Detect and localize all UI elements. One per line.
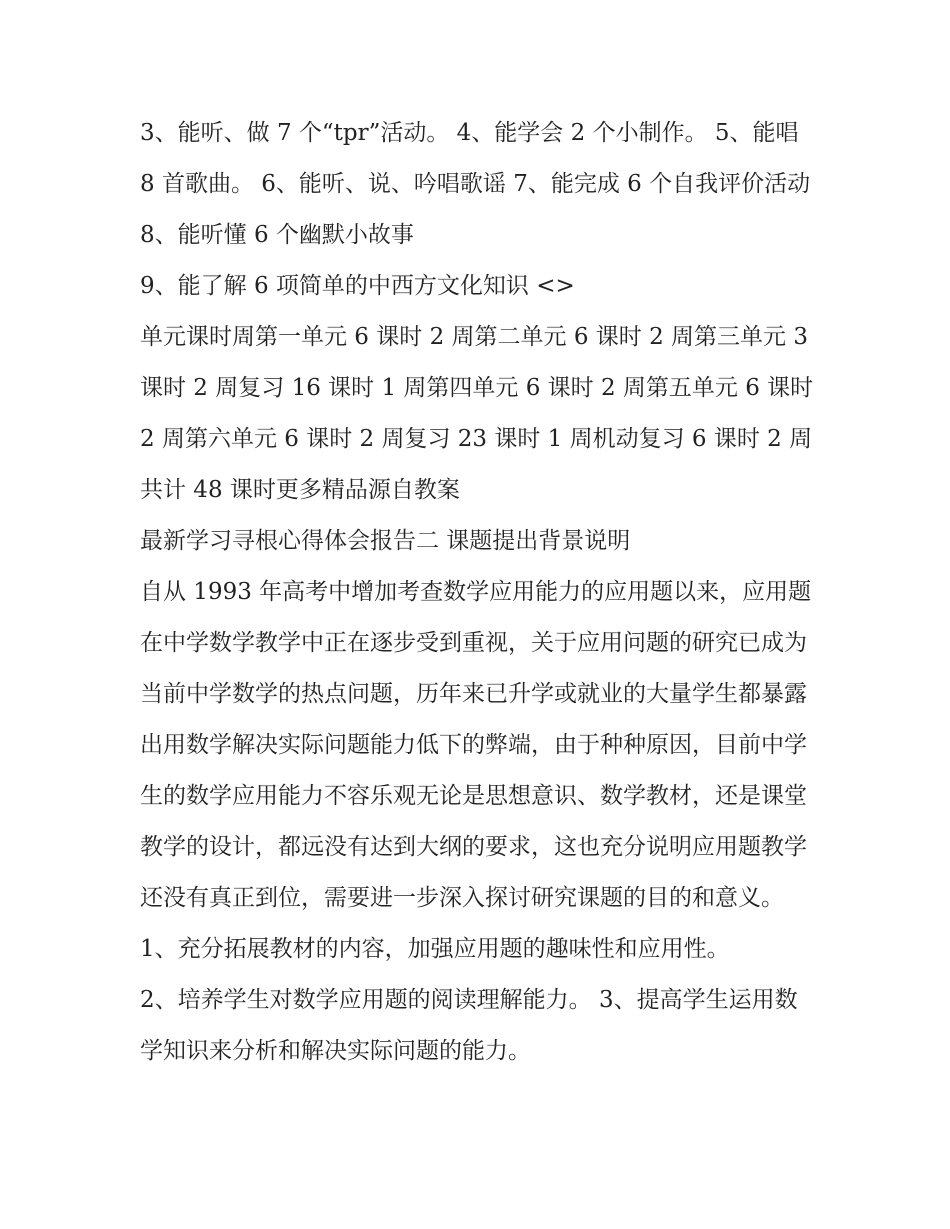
paragraph-schedule: 单元课时周第一单元 6 课时 2 周第二单元 6 课时 2 周第三单元 3 课时 2 周复习 16 课时 1 周第四单元 6 课时 2 周第五单元 6 课时 2 周第六单元 6 课时 2 周复习 23 课时 1 周机动复习 6 课时 2 周共计 48 课时更多精品源自教案	[140, 324, 814, 503]
document-body	[140, 108, 820, 1077]
paragraph-goal-2-3: 2、培养学生对数学应用题的阅读理解能力。 3、提高学生运用数学知识来分析和解决实际问题的能力。	[140, 987, 798, 1064]
paragraph-goal-1: 1、充分拓展教材的内容，加强应用题的趣味性和应用性。	[140, 936, 730, 962]
paragraph-culture: 9、能了解 6 项简单的中西方文化知识 <>	[140, 273, 575, 299]
paragraph-report-title: 最新学习寻根心得体会报告二 课题提出背景说明	[140, 528, 631, 554]
paragraph-background: 自从 1993 年高考中增加考查数学应用能力的应用题以来，应用题在中学数学教学中正在逐步受到重视，关于应用问题的研究已成为当前中学数学的热点问题，历年来已升学或就业的大量学生都暴露出用数学解决实际问题能力低下的弊端，由于种种原因，目前中学生的数学应用能力不容乐观无论是思想意识、数学教材，还是课堂教学的设计，都远没有达到大纲的要求，这也充分说明应用题教学还没有真正到位，需要进一步深入探讨研究课题的目的和意义。	[140, 579, 812, 911]
paragraph-activities: 3、能听、做 7 个“tpr”活动。 4、能学会 2 个小制作。 5、能唱 8 首歌曲。 6、能听、说、吟唱歌谣 7、能完成 6 个自我评价活动 8、能听懂 6 个幽默小故事	[140, 120, 811, 248]
